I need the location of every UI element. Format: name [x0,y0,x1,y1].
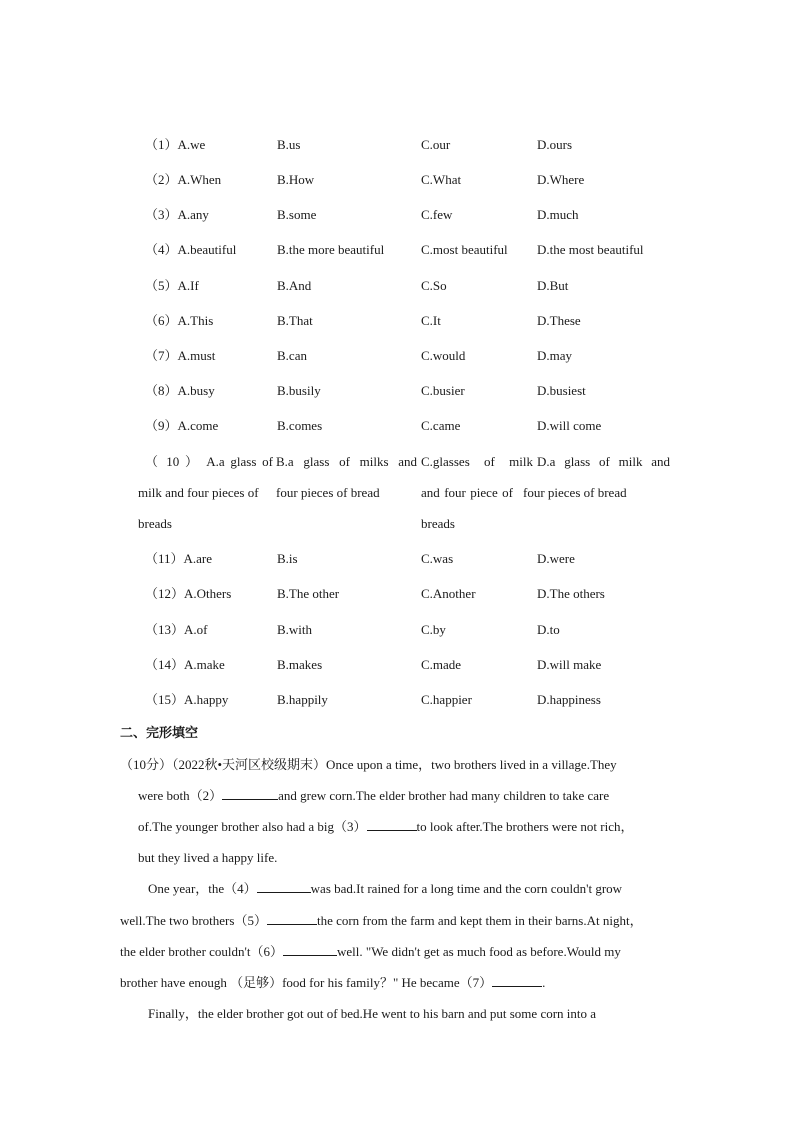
option-d-line1: D.a glass of milk and [537,454,670,469]
option-c: C.by [421,622,446,637]
option-d: D.busiest [537,383,586,398]
option-b: B.can [277,348,307,363]
option-a: （11）A.are [145,551,213,566]
passage-line: （10分）（2022秋•天河区校级期末）Once upon a time，two brothers lived in a village.They [120,757,617,772]
option-d: D.happiness [537,692,601,707]
option-c: C.It [421,313,441,328]
option-d: D.These [537,313,581,328]
option-c: C.happier [421,692,472,707]
option-d: D.were [537,551,575,566]
option-c-line1: C.glasses of milk [421,454,533,469]
answer-blank-2 [222,787,278,800]
passage-text: was bad.It rained for a long time and the corn couldn't grow [310,881,623,896]
option-a: （13）A.of [145,622,208,637]
answer-blank-7 [492,974,542,987]
passage-text: of.The younger brother also had a big（3） [138,819,367,834]
option-d: D.to [537,622,560,637]
option-a: （9）A.come [145,418,219,433]
passage-text: One year，the（4） [148,881,257,896]
passage-text: . [542,975,546,990]
option-b: B.is [277,551,298,566]
option-a: （14）A.make [145,657,225,672]
option-c: C.would [421,348,466,363]
option-c-line2: and four piece of [421,485,513,500]
answer-blank-6 [283,943,337,956]
passage-line [148,879,622,899]
section-heading: 二、完形填空 [120,725,199,740]
option-d: D.But [537,278,569,293]
option-a: （12）A.Others [145,586,232,601]
passage-text: to look after.The brothers were not rich， [416,819,634,834]
option-a: （1）A.we [145,137,206,152]
option-c: C.came [421,418,461,433]
option-d: D.ours [537,137,573,152]
passage-line: Finally，the elder brother got out of bed.He went to his barn and put some corn into a [148,1006,597,1021]
option-c: C.most beautiful [421,242,508,257]
option-b: B.us [277,137,301,152]
option-b: B.And [277,278,312,293]
option-a: （5）A.If [145,278,199,293]
answer-blank-5 [267,912,317,925]
option-b: B.busily [277,383,321,398]
answer-blank-3 [367,818,417,831]
option-a: （3）A.any [145,207,209,222]
option-d: D.Where [537,172,585,187]
option-row-9 [0,416,794,436]
option-d: D.may [537,348,573,363]
passage-text: were both（2） [138,788,223,803]
passage-text: brother have enough （足够）food for his family？" He became（7） [120,975,493,990]
option-b: B.How [277,172,315,187]
option-c: C.So [421,278,447,293]
option-a-line2: milk and four pieces of [138,485,259,500]
option-b-line2: four pieces of bread [276,485,380,500]
passage-line [120,942,621,962]
passage-text: the corn from the farm and kept them in their barns.At night， [316,913,643,928]
option-row-1 [0,135,794,155]
option-d: D.will make [537,657,602,672]
option-row-4 [0,240,794,260]
option-b: B.That [277,313,313,328]
option-c: C.few [421,207,453,222]
option-d: D.The others [537,586,605,601]
option-row-6 [0,311,794,331]
option-row-12 [0,584,794,604]
option-row-8 [0,381,794,401]
option-a: （2）A.When [145,172,222,187]
option-c: C.our [421,137,451,152]
option-a: （8）A.busy [145,383,215,398]
option-row-14 [0,655,794,675]
option-c-line3: breads [421,516,455,531]
option-b: B.makes [277,657,323,672]
passage-text: the elder brother couldn't（6） [120,944,283,959]
option-d: D.much [537,207,579,222]
option-b: B.with [277,622,313,637]
option-c: C.What [421,172,462,187]
passage-line [138,786,609,806]
option-d: D.the most beautiful [537,242,644,257]
option-b: B.happily [277,692,328,707]
option-b: B.some [277,207,317,222]
option-a: （15）A.happy [145,692,229,707]
option-row-13 [0,620,794,640]
option-row-7 [0,346,794,366]
option-c: C.made [421,657,462,672]
option-d-line2: four pieces of bread [523,485,627,500]
option-b: B.The other [277,586,340,601]
option-b-line1: B.a glass of milks and [276,454,417,469]
passage-text: and grew corn.The elder brother had many children to take care [278,788,610,803]
passage-line [120,911,643,931]
passage-text: well.The two brothers（5） [120,913,267,928]
option-a: （4）A.beautiful [145,242,237,257]
option-row-5 [0,276,794,296]
option-row-15 [0,690,794,710]
option-a: （6）A.This [145,313,214,328]
option-b: B.comes [277,418,323,433]
option-row-11 [0,549,794,569]
passage-line [138,817,634,837]
option-a-line1: （ 10 ） A.a glass of [145,454,273,469]
passage-text: well. "We didn't get as much food as before.Would my [337,944,621,959]
answer-blank-4 [257,880,311,893]
option-c: C.was [421,551,454,566]
option-d: D.will come [537,418,602,433]
option-b: B.the more beautiful [277,242,385,257]
option-c: C.Another [421,586,476,601]
option-a: （7）A.must [145,348,216,363]
option-row-3 [0,205,794,225]
option-row-2 [0,170,794,190]
option-c: C.busier [421,383,465,398]
passage-line [120,973,545,993]
option-a-line3: breads [138,516,172,531]
passage-line: but they lived a happy life. [138,850,278,865]
